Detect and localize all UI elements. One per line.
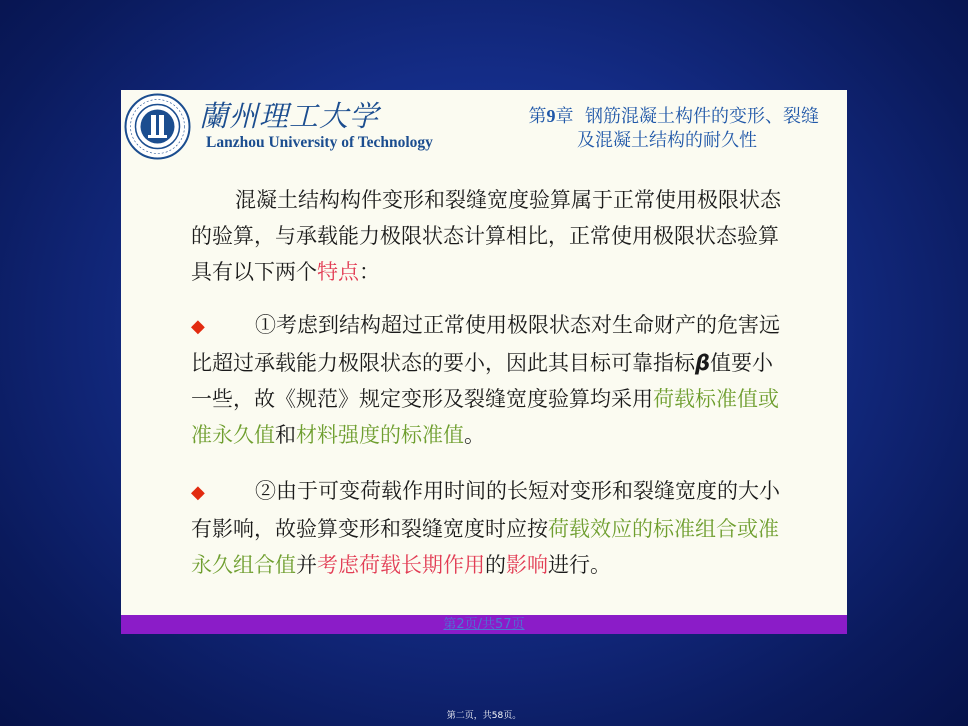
highlight-long-term: 考虑荷载长期作用: [317, 553, 485, 577]
highlight-features: 特点: [317, 260, 359, 284]
diamond-bullet-icon: ◆: [191, 482, 205, 503]
university-name-en: Lanzhou University of Technology: [206, 134, 433, 151]
chapter-title-line2: 及混凝土结构的耐久性: [577, 130, 757, 151]
chapter-title: [479, 104, 819, 153]
slide-panel: [121, 90, 847, 615]
beta-symbol: β: [695, 351, 711, 375]
highlight-influence: 影响: [506, 553, 548, 577]
highlight-load-value: 荷载标准值或准永久值: [191, 387, 779, 447]
university-seal-logo: [124, 93, 191, 160]
point-one-paragraph: ◆ ①考虑到结构超过正常使用极限状态对生命财产的危害远比超过承载能力极限状态的要小，因此其目标可靠指标β值要小一些，故《规范》规定变形及裂缝宽度验算均采用荷载标准值或准永久值和材料强度的标准值。: [191, 307, 791, 453]
diamond-bullet-icon: ◆: [191, 316, 205, 337]
point-two-paragraph: ◆ ②由于可变荷载作用时间的长短对变形和裂缝宽度的大小有影响，故验算变形和裂缝宽度时应按荷载效应的标准组合或准永久组合值并考虑荷载长期作用的影响进行。: [191, 473, 791, 583]
university-name-cn: 蘭州理工大学: [199, 99, 380, 133]
highlight-load-combination: 荷载效应的标准组合或准永久组合值: [191, 517, 779, 577]
page-nav-bar: [121, 615, 847, 634]
chapter-title-line1: 第9章 钢筋混凝土构件的变形、裂缝: [528, 106, 819, 127]
highlight-material-value: 材料强度的标准值: [296, 423, 464, 447]
footer-page-count: 第二页，共58页。: [446, 711, 522, 721]
page-number-link[interactable]: 第2页/共57页: [443, 617, 525, 632]
intro-paragraph: 混凝土结构构件变形和裂缝宽度验算属于正常使用极限状态的验算，与承载能力极限状态计算相比，正常使用极限状态验算具有以下两个特点：: [191, 188, 781, 284]
